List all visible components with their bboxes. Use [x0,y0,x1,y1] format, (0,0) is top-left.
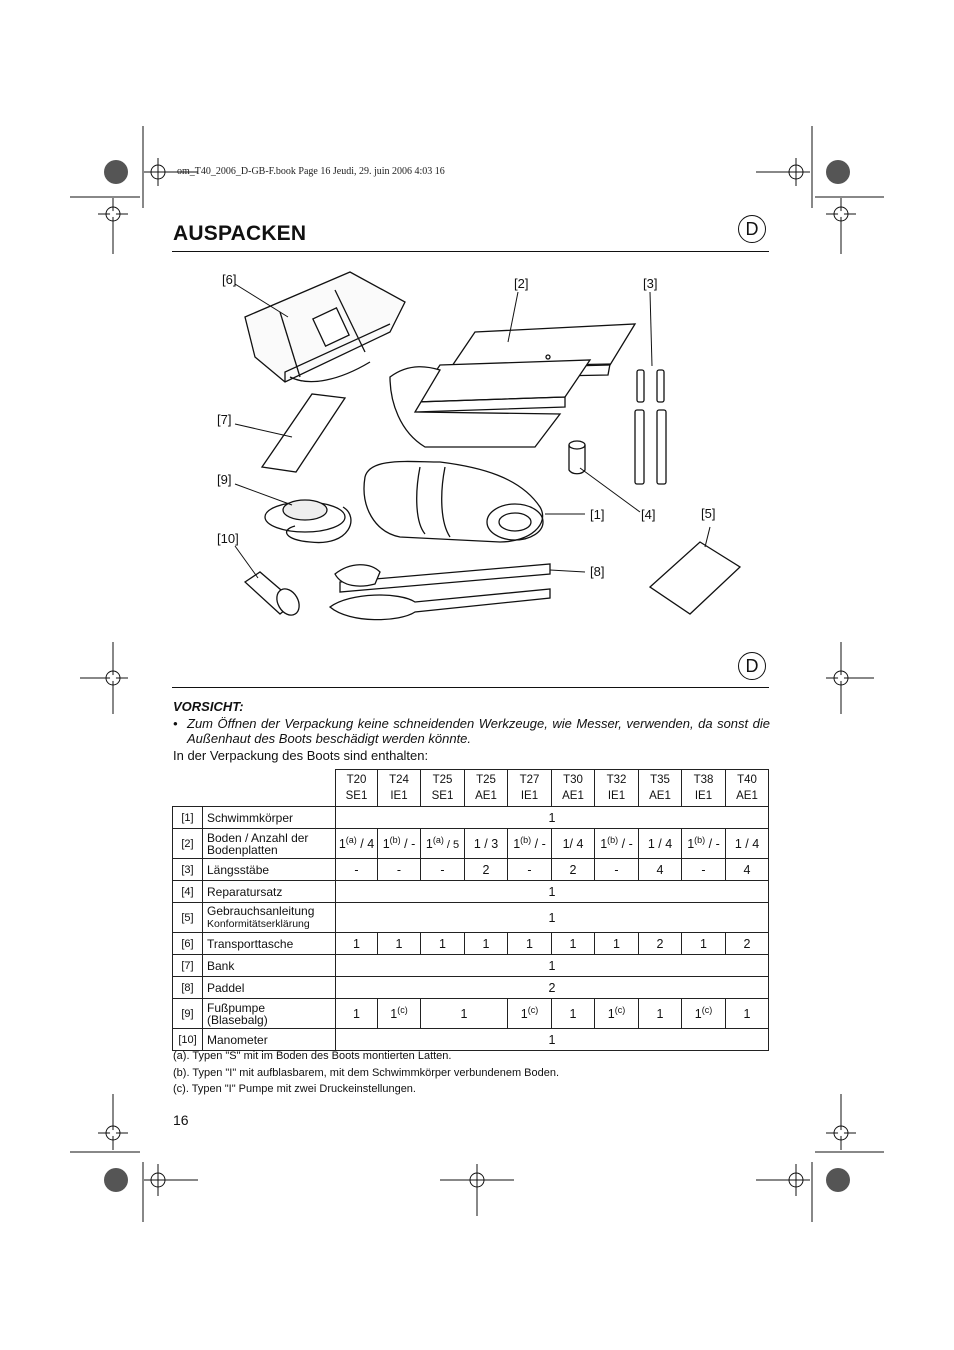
table-row: [1] Schwimmkörper 1 [173,807,769,829]
model-header: T27 IE1 [508,770,552,807]
title-rule [172,251,769,252]
caution-bullet: • [173,716,178,731]
table-header-row [173,770,769,807]
caution-text: Zum Öffnen der Verpackung keine schneidenden Werkzeuge, wie Messer, verwenden, da sonst die Außenhaut des Boots beschädigt werden könnte. [187,716,770,746]
section-rule [172,687,769,688]
model-header: T25 SE1 [421,770,465,807]
pressure-gauge-drawing [245,572,304,619]
model-header: T35 AE1 [639,770,682,807]
contents-intro: In der Verpackung des Boots sind enthalten: [173,748,429,763]
footnote-c: (c). Typen "I" Pumpe mit zwei Druckeinstellungen. [173,1083,416,1095]
stringers-drawing [635,370,666,484]
floor-boards-drawing [390,324,635,447]
callout-3: [3] [643,276,658,291]
model-header: T32 IE1 [595,770,639,807]
repair-kit-drawing [569,441,585,474]
callout-6: [6] [222,272,237,287]
model-header: T30 AE1 [552,770,595,807]
callout-1: [1] [590,507,605,522]
contents-table [172,769,769,1051]
page-title: AUSPACKEN [173,222,307,245]
transport-bag-drawing [245,272,405,382]
table-row: [3] Längsstäbe - - - 2 - 2 - 4 - 4 [173,859,769,881]
model-header: T24 IE1 [378,770,421,807]
callout-8: [8] [590,564,605,579]
manual-drawing [650,542,740,614]
caution-paragraph [173,716,770,746]
table-row: [8] Paddel 2 [173,977,769,999]
callout-9: [9] [217,472,232,487]
caution-title: VORSICHT: [173,699,244,714]
footnote-a: (a). Typen "S" mit im Boden des Boots montierten Latten. [173,1050,452,1062]
page-number: 16 [173,1112,189,1128]
callout-10: [10] [217,531,239,546]
model-header: T38 IE1 [682,770,726,807]
footnote-b: (b). Typen "I" mit aufblasbarem, mit dem Schwimmkörper verbundenem Boden. [173,1067,560,1079]
hull-roll-drawing [364,461,543,542]
table-row: [2] Boden / Anzahl der Bodenplatten 1$^{(a)}$ / 4 1$^{(b)}$ / - 1$^{(a)}$ / 5 1 / 3 1$^{(b)}$ / - 1/ 4 1$^{(b)}$ / - 1 / 4 1$^{(b)}$ / - 1 / 4 [173,829,769,859]
table-row: [5] Gebrauchsanleitung Konformitätserklärung 1 [173,903,769,933]
table-row: [4] Reparatursatz 1 [173,881,769,903]
callout-2: [2] [514,276,529,291]
model-header: T40 AE1 [726,770,769,807]
section-badge-bottom: D [738,652,766,680]
print-header-line: om_T40_2006_D-GB-F.book Page 16 Jeudi, 29. juin 2006 4:03 16 [177,166,445,177]
foot-pump-drawing [265,500,351,543]
callout-5: [5] [701,506,716,521]
contents-illustration [200,262,760,637]
model-header: T20 SE1 [336,770,378,807]
model-header: T25 AE1 [465,770,508,807]
section-badge-top: D [738,215,766,243]
paddles-drawing [330,564,550,620]
table-row: [6] Transporttasche 1 1 1 1 1 1 1 2 1 2 [173,933,769,955]
table-row: [7] Bank 1 [173,955,769,977]
table-row: [10] Manometer 1 [173,1029,769,1051]
table-row: [9] Fußpumpe (Blasebalg) 1 1$^{(c)}$ 1 1$^{(c)}$ 1 1$^{(c)}$ 1 1$^{(c)}$ 1 [173,999,769,1029]
callout-7: [7] [217,412,232,427]
callout-4: [4] [641,507,656,522]
